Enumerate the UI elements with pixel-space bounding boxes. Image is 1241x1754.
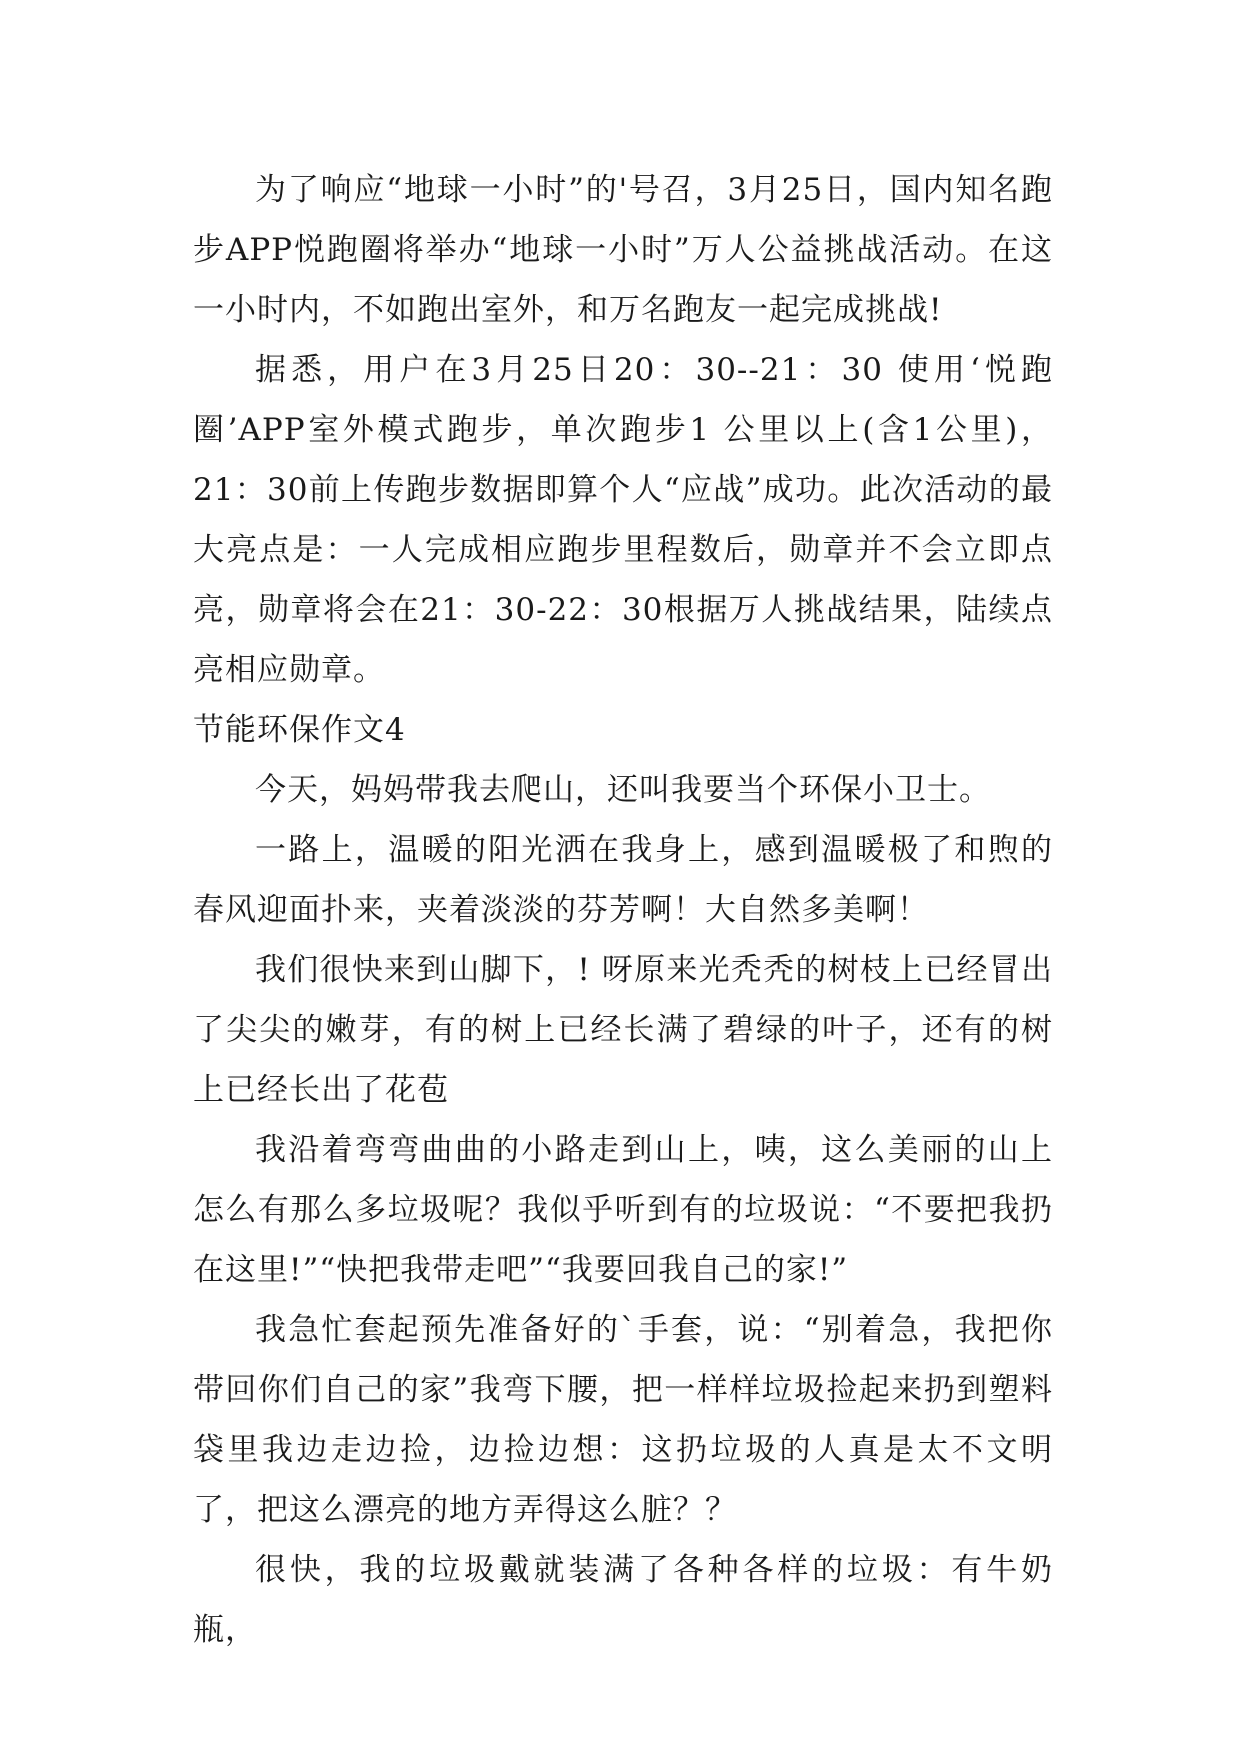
paragraph-5: 我们很快来到山脚下，! 呀原来光秃秃的树枝上已经冒出了尖尖的嫩芽，有的树上已经长满了碧绿的叶子，还有的树上已经长出了花苞 — [193, 952, 1053, 1108]
paragraph-2: 据悉，用户在3月25日20：30--21：30 使用‘悦跑圈’APP室外模式跑步，单次跑步1 公里以上(含1公里)，21：30前上传跑步数据即算个人“应战”成功。此次活动的最大亮点是：一人完成相应跑步里程数后，勋章并不会立即点亮，勋章将会在21：30-22：30根据万人挑战结果，陆续点亮相应勋章。 — [193, 352, 1053, 688]
paragraph-3: 今天，妈妈带我去爬山，还叫我要当个环保小卫士。 — [255, 772, 991, 808]
paragraph-8: 很快，我的垃圾戴就装满了各种各样的垃圾：有牛奶瓶， — [193, 1552, 1053, 1648]
section-heading: 节能环保作文4 — [193, 712, 406, 748]
paragraph-1: 为了响应“地球一小时”的'号召，3月25日，国内知名跑步APP悦跑圈将举办“地球一小时”万人公益挑战活动。在这一小时内，不如跑出室外，和万名跑友一起完成挑战! — [193, 172, 1053, 328]
document-body — [193, 160, 1053, 1660]
paragraph-6: 我沿着弯弯曲曲的小路走到山上，咦，这么美丽的山上怎么有那么多垃圾呢？我似乎听到有的垃圾说：“不要把我扔在这里!”“快把我带走吧”“我要回我自己的家!” — [193, 1132, 1053, 1288]
paragraph-4: 一路上，温暖的阳光洒在我身上，感到温暖极了和煦的春风迎面扑来，夹着淡淡的芬芳啊！大自然多美啊！ — [193, 832, 1053, 928]
paragraph-7: 我急忙套起预先准备好的`手套，说：“别着急，我把你带回你们自己的家”我弯下腰，把一样样垃圾捡起来扔到塑料袋里我边走边捡，边捡边想：这扔垃圾的人真是太不文明了，把这么漂亮的地方弄得这么脏？？ — [193, 1312, 1053, 1528]
